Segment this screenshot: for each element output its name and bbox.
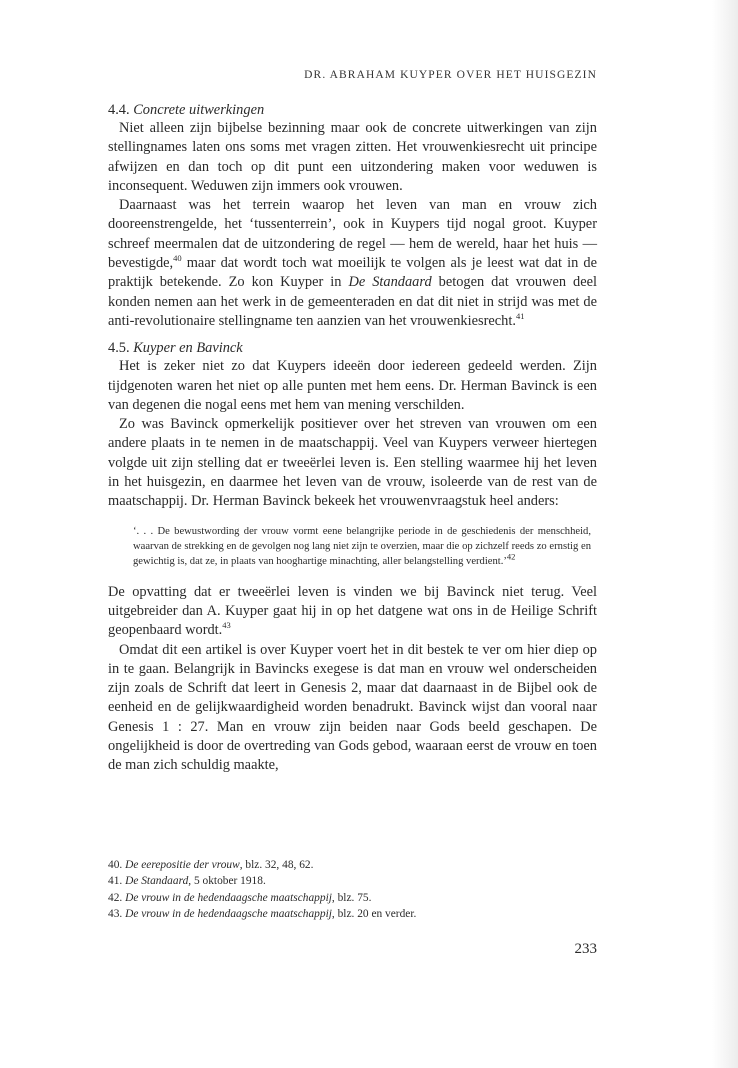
page-number: 233 bbox=[574, 941, 597, 957]
body-text bbox=[108, 101, 597, 776]
footnote bbox=[108, 857, 597, 873]
paragraph-text: maar dat wordt toch wat moeilijk te volgen als je leest wat dat in de praktijk betekende. Zo kon Kuyper in bbox=[108, 255, 597, 291]
footnote-ref: 41 bbox=[515, 311, 525, 322]
section-title: Kuyper en Bavinck bbox=[133, 340, 243, 357]
footnote-ref: 42 bbox=[506, 551, 516, 562]
section-title: Concrete uitwerkingen bbox=[133, 102, 265, 118]
publication-title: De Standaard bbox=[348, 274, 432, 291]
footnote-source: De vrouw in de hedendaagsche maatschappij bbox=[125, 908, 332, 921]
footnote-source: De vrouw in de hedendaagsche maatschappij bbox=[125, 891, 332, 904]
footnote-detail: , blz. 75. bbox=[331, 891, 372, 904]
footnote-ref: 43 bbox=[222, 620, 231, 631]
paragraph: Niet alleen zijn bijbelse bezinning maar ook de concrete uitwerkingen van zijn stellingnames laten ons soms met vragen zitten. Het vrouwenkiesrecht uit principe afwijzen en dan toch op dit punt een uitzondering maken voor weduwen is inconsequent. Weduwen zijn immers ook vrouwen. bbox=[108, 120, 597, 194]
footnote-number: 40. bbox=[108, 859, 123, 871]
paragraph bbox=[108, 583, 597, 641]
paragraph: Omdat dit een artikel is over Kuyper voert het in dit bestek te ver om hier diep op in te gaan. Belangrijk in Bavincks exegese is dat man en vrouw wel onderscheiden zijn zoals de Schrift dat leert in Genesis 2, maar dat daarnaast in de Bijbel ook de eenheid en de gelijkwaardigheid worden benadrukt. Bavinck wijst dan vooral naar Genesis 1 : 27. Man en vrouw zijn beiden naar Gods beeld geschapen. De ongelijkheid is door de overtreding van Gods gebod, waaraan eerst de vrouw en toen de man zich schuldig maakte, bbox=[108, 641, 597, 774]
footnote-number: 43. bbox=[108, 908, 123, 921]
footnote-source: De eerepositie der vrouw bbox=[125, 859, 240, 871]
footnote-detail: , blz. 20 en verder. bbox=[331, 908, 417, 921]
section-heading-4-5 bbox=[108, 339, 597, 357]
paragraph: Het is zeker niet zo dat Kuypers ideeën door iedereen gedeeld werden. Zijn tijdgenoten waren het niet op alle punten met hem eens. Dr. Herman Bavinck is een van degenen die nogal eens met hem van mening verschilden. bbox=[108, 358, 597, 413]
footnote-source: De Standaard bbox=[125, 875, 189, 888]
paragraph-text: De opvatting dat er tweeërlei leven is vinden we bij Bavinck niet terug. Veel uitgebreider dan A. Kuyper gaat hij in op het datgene wat ons in de Heilige Schrift geopenbaard wordt. bbox=[108, 583, 597, 639]
footnote-number: 42. bbox=[108, 891, 123, 904]
footnote-detail: , blz. 32, 48, 62. bbox=[239, 859, 314, 871]
block-quote bbox=[133, 524, 591, 569]
section-number: 4.4. bbox=[108, 102, 130, 118]
quote-text: ‘. . . De bewustwording der vrouw vormt eene belangrijke periode in de geschiedenis der menschheid, waarvan de strekking en de gevolgen nog lang niet zijn te overzien, maar die op zichzelf reeds zo ernstig en gewichtig is, dat ze, in plaats van hooghartige minachting, aller belangstelling verdient.’ bbox=[133, 525, 591, 567]
footnotes bbox=[108, 857, 597, 923]
footnote bbox=[108, 906, 597, 922]
footnote bbox=[108, 890, 597, 906]
paragraph-text: betogen dat vrouwen deel konden nemen aan het werk in de gemeenteraden en dat dit niet in strijd was met de anti-revolutionaire stellingname ten aanzien van het vrouwenkiesrecht. bbox=[108, 274, 597, 329]
footnote-detail: , 5 oktober 1918. bbox=[188, 875, 266, 888]
page-edge-shadow bbox=[712, 0, 738, 1068]
paragraph-text: Daarnaast was het terrein waarop het leven van man en vrouw zich dooreenstrengelde, het ‘tussenterrein’, ook in Kuypers tijd nogal groot. Kuyper schreef meermalen dat de uitzondering de regel — hem de wereld, haar het huis — bevestigde, bbox=[108, 197, 597, 272]
running-head: DR. ABRAHAM KUYPER OVER HET HUISGEZIN bbox=[304, 69, 597, 81]
paragraph bbox=[108, 196, 597, 331]
section-heading-4-4 bbox=[108, 101, 597, 119]
footnote-number: 41. bbox=[108, 875, 123, 888]
section-number: 4.5. bbox=[108, 340, 130, 357]
footnote-ref: 40 bbox=[173, 253, 182, 264]
footnote bbox=[108, 873, 597, 889]
paragraph: Zo was Bavinck opmerkelijk positiever over het streven van vrouwen om een andere plaats in te nemen in de maatschappij. Veel van Kuypers verweer hiertegen volgde uit zijn stelling dat er tweeërlei leven is. Een stelling waarmee hij het leven in het huisgezin, en daarmee het leven van de vrouw, isoleerde van de rest van de maatschappij. Dr. Herman Bavinck bekeek het vrouwenvraagstuk heel anders: bbox=[108, 416, 597, 510]
